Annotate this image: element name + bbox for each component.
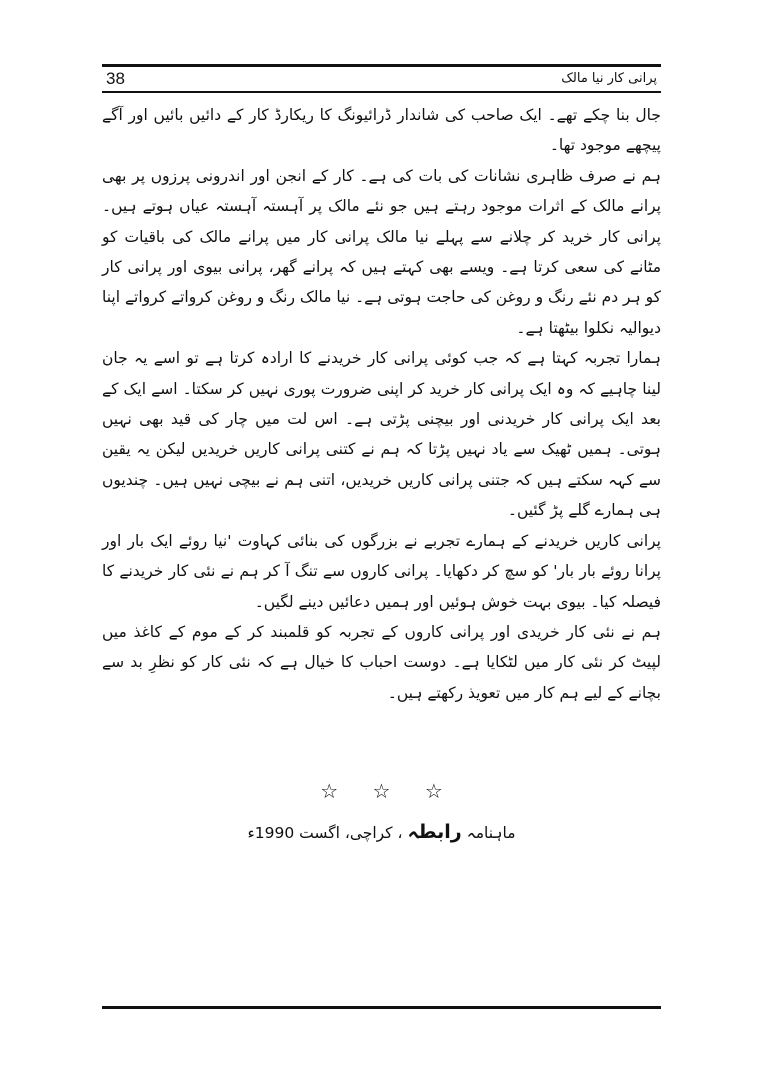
paragraph: ہمارا تجربہ کہتا ہے کہ جب کوئی پرانی کار خریدنے کا ارادہ کرتا ہے تو اسے یہ جان لینا چاہیے کہ وہ ایک پرانی کار خرید کر اپنی ضرورت پوری نہیں کر سکتا۔ اسے ایک کے بعد ایک پرانی کار خریدنی اور بیچنی پڑتی ہے۔ اس لت میں چار کی قید بھی نہیں ہوتی۔ ہمیں ٹھیک سے یاد نہیں پڑتا کہ ہم نے کتنی پرانی کاریں خریدیں لیکن یہ یقین سے کہہ سکتے ہیں کہ جتنی پرانی کاریں خریدیں، اتنی ہم نے بیچی نہیں ہیں۔ چندیوں ہی ہمارے گلے پڑ گئیں۔ (102, 349, 661, 520)
article-body (102, 100, 661, 708)
running-title: پرانی کار نیا مالک (561, 71, 657, 86)
star-icon: ☆ (320, 779, 339, 803)
paragraph: ہم نے صرف ظاہری نشانات کی بات کی ہے۔ کار کے انجن اور اندرونی پرزوں پر بھی پرانے مالک کے اثرات موجود رہتے ہیں جو نئے مالک پر آہستہ آہستہ عیاں ہوتے ہیں۔ پرانی کار خرید کر چلانے سے پہلے نیا مالک پرانی کار میں پرانے مالک کی باقیات کو مٹانے کی سعی کرتا ہے۔ ویسے بھی کہتے ہیں کہ پرانے گھر، پرانی بیوی اور پرانی کار کو ہر دم نئے رنگ و روغن کی حاجت ہوتی ہے۔ نیا مالک رنگ و روغن کرواتے کرواتے اپنا دیوالیہ نکلوا بیٹھتا ہے۔ (102, 166, 661, 337)
section-divider-stars (102, 778, 661, 804)
paragraph: ہم نے نئی کار خریدی اور پرانی کاروں کے تجربہ کو قلمبند کر کے موم کے کاغذ میں لپیٹ کر نئی کار میں لٹکایا ہے۔ دوست احباب کا خیال ہے کہ نئی کار کو نظرِ بد سے بچانے کے لیے ہم کار میں تعویذ رکھتے ہیں۔ (102, 622, 661, 702)
star-icon: ☆ (424, 779, 443, 803)
paragraph: پرانی کاریں خریدنے کے ہمارے تجربے نے بزرگوں کی بنائی کہاوت 'نیا روئے ایک بار اور پرانا روئے بار بار' کو سچ کر دکھایا۔ پرانی کاروں سے تنگ آ کر ہم نے نئی کار خریدنے کا فیصلہ کیا۔ بیوی بہت خوش ہوئیں اور ہمیں دعائیں دینے لگیں۔ (102, 531, 661, 611)
source-prefix: ماہنامہ (466, 824, 516, 842)
star-icon: ☆ (372, 779, 391, 803)
paragraph: جال بنا چکے تھے۔ ایک صاحب کی شاندار ڈرائیونگ کا ریکارڈ کار کے دائیں بائیں اور آگے پیچھے موجود تھا۔ (102, 106, 661, 155)
magazine-name: رابطہ (407, 821, 462, 843)
footer-rule (102, 1006, 661, 1009)
page-number: 38 (106, 69, 125, 88)
source-citation (102, 818, 661, 847)
page-header (102, 64, 661, 93)
source-suffix: ، کراچی، اگست 1990ء (247, 824, 403, 842)
